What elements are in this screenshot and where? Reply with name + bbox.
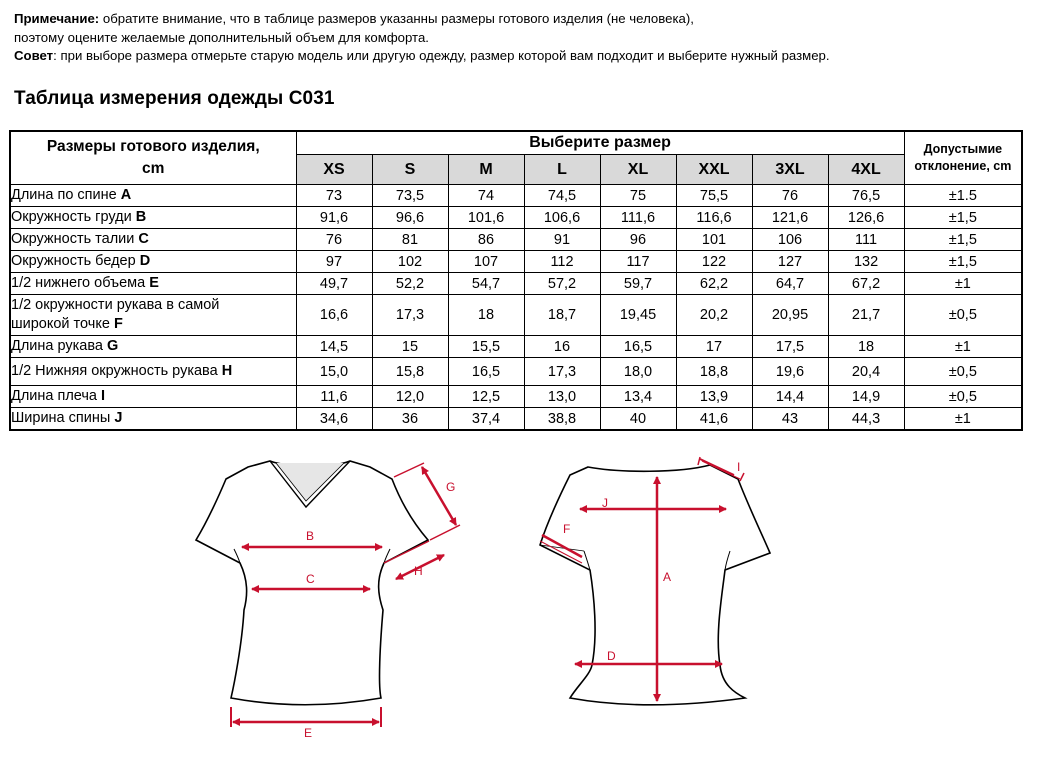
cell-value: 40 [600, 408, 676, 431]
label-f: F [563, 522, 571, 536]
row-label: Окружность бедер D [10, 251, 296, 273]
cell-value: 121,6 [752, 207, 828, 229]
notes-block [14, 10, 830, 66]
row-label: Ширина спины J [10, 408, 296, 431]
measure-letter: J [114, 410, 123, 426]
cell-value: 101,6 [448, 207, 524, 229]
row-label: 1/2 Нижняя окружность рукава H [10, 358, 296, 386]
cell-value: 74,5 [524, 185, 600, 207]
cell-value: 76 [296, 229, 372, 251]
cell-value: 59,7 [600, 273, 676, 295]
table-row [10, 408, 1022, 431]
cell-value: 17,3 [372, 295, 448, 336]
back-shirt-outline [540, 465, 770, 705]
cell-value: 91 [524, 229, 600, 251]
cell-value: 15,8 [372, 358, 448, 386]
table-row [10, 336, 1022, 358]
label-d: D [607, 649, 616, 663]
cell-value: 76 [752, 185, 828, 207]
cell-value: 96,6 [372, 207, 448, 229]
cell-value: 86 [448, 229, 524, 251]
cell-value: 76,5 [828, 185, 904, 207]
measure-letter: A [120, 187, 132, 203]
tolerance-value: ±1,5 [904, 251, 1022, 273]
cell-value: 17,3 [524, 358, 600, 386]
cell-value: 20,95 [752, 295, 828, 336]
table-row [10, 295, 1022, 336]
tolerance-value: ±1,5 [904, 229, 1022, 251]
cell-value: 15 [372, 336, 448, 358]
cell-value: 116,6 [676, 207, 752, 229]
cell-value: 20,2 [676, 295, 752, 336]
tolerance-value: ±1,5 [904, 207, 1022, 229]
table-row [10, 207, 1022, 229]
size-header-xs: XS [296, 155, 372, 185]
cell-value: 17 [676, 336, 752, 358]
cell-value: 111,6 [600, 207, 676, 229]
cell-value: 13,0 [524, 386, 600, 408]
cell-value: 112 [524, 251, 600, 273]
label-c: C [306, 572, 315, 586]
table-row [10, 251, 1022, 273]
front-measure-e [231, 707, 381, 740]
cell-value: 64,7 [752, 273, 828, 295]
note-label: Примечание: [14, 11, 100, 26]
row-label: 1/2 окружности рукава в самой широкой точке F [10, 295, 296, 336]
size-header-3xl: 3XL [752, 155, 828, 185]
cell-value: 97 [296, 251, 372, 273]
cell-value: 18,0 [600, 358, 676, 386]
measure-letter: B [135, 209, 147, 225]
table-row [10, 185, 1022, 207]
label-i: I [737, 460, 741, 474]
cell-value: 44,3 [828, 408, 904, 431]
label-e: E [304, 726, 313, 740]
cell-value: 132 [828, 251, 904, 273]
row-label: Длина рукава G [10, 336, 296, 358]
cell-value: 49,7 [296, 273, 372, 295]
cell-value: 54,7 [448, 273, 524, 295]
cell-value: 111 [828, 229, 904, 251]
row-label: 1/2 нижнего объема E [10, 273, 296, 295]
advice-line: Совет: при выборе размера отмерьте старую модель или другую одежду, размер которой вам подходит и выберите нужный размер. [14, 48, 830, 63]
tolerance-value: ±1 [904, 336, 1022, 358]
tolerance-value: ±0,5 [904, 358, 1022, 386]
cell-value: 12,0 [372, 386, 448, 408]
cell-value: 37,4 [448, 408, 524, 431]
cell-value: 12,5 [448, 386, 524, 408]
cell-value: 106,6 [524, 207, 600, 229]
cell-value: 18,8 [676, 358, 752, 386]
tolerance-value: ±0,5 [904, 295, 1022, 336]
cell-value: 117 [600, 251, 676, 273]
cell-value: 67,2 [828, 273, 904, 295]
cell-value: 18,7 [524, 295, 600, 336]
cell-value: 19,45 [600, 295, 676, 336]
size-header-s: S [372, 155, 448, 185]
cell-value: 34,6 [296, 408, 372, 431]
cell-value: 14,9 [828, 386, 904, 408]
cell-value: 101 [676, 229, 752, 251]
row-label: Окружность груди B [10, 207, 296, 229]
note-line-1: Примечание: обратите внимание, что в таблице размеров указанны размеры готового изделия (не человека), [14, 11, 694, 26]
cell-value: 16 [524, 336, 600, 358]
cell-value: 16,5 [600, 336, 676, 358]
cell-value: 16,5 [448, 358, 524, 386]
measure-letter: G [107, 338, 119, 354]
cell-value: 91,6 [296, 207, 372, 229]
cell-value: 17,5 [752, 336, 828, 358]
table-row [10, 273, 1022, 295]
cell-value: 13,9 [676, 386, 752, 408]
cell-value: 43 [752, 408, 828, 431]
cell-value: 106 [752, 229, 828, 251]
size-header-m: M [448, 155, 524, 185]
size-table [9, 130, 1023, 431]
label-j: J [602, 496, 608, 510]
table-row [10, 386, 1022, 408]
page-title: Таблица измерения одежды C031 [14, 88, 335, 109]
cell-value: 57,2 [524, 273, 600, 295]
note-line-2: поэтому оцените желаемые дополнительный объем для комфорта. [14, 29, 429, 45]
tolerance-value: ±0,5 [904, 386, 1022, 408]
measure-letter: F [113, 316, 123, 332]
label-b: B [306, 529, 315, 543]
cell-value: 38,8 [524, 408, 600, 431]
cell-value: 96 [600, 229, 676, 251]
cell-value: 41,6 [676, 408, 752, 431]
cell-value: 20,4 [828, 358, 904, 386]
cell-value: 75 [600, 185, 676, 207]
garment-diagram [0, 445, 1043, 762]
size-header-xxl: XXL [676, 155, 752, 185]
cell-value: 74 [448, 185, 524, 207]
measure-letter: D [139, 253, 151, 269]
table-row [10, 358, 1022, 386]
cell-value: 36 [372, 408, 448, 431]
cell-value: 52,2 [372, 273, 448, 295]
header-sizes-label: Размеры готового изделия, cm [10, 131, 296, 185]
row-label: Окружность талии C [10, 229, 296, 251]
cell-value: 62,2 [676, 273, 752, 295]
size-header-4xl: 4XL [828, 155, 904, 185]
cell-value: 102 [372, 251, 448, 273]
size-header-xl: XL [600, 155, 676, 185]
cell-value: 18 [828, 336, 904, 358]
cell-value: 13,4 [600, 386, 676, 408]
cell-value: 81 [372, 229, 448, 251]
cell-value: 126,6 [828, 207, 904, 229]
cell-value: 14,5 [296, 336, 372, 358]
tolerance-value: ±1 [904, 273, 1022, 295]
cell-value: 122 [676, 251, 752, 273]
measure-letter: E [149, 275, 159, 291]
cell-value: 127 [752, 251, 828, 273]
cell-value: 16,6 [296, 295, 372, 336]
cell-value: 21,7 [828, 295, 904, 336]
cell-value: 73,5 [372, 185, 448, 207]
cell-value: 11,6 [296, 386, 372, 408]
label-a: A [663, 570, 672, 584]
label-g: G [446, 480, 456, 494]
cell-value: 14,4 [752, 386, 828, 408]
row-label: Длина плеча I [10, 386, 296, 408]
label-h: H [414, 564, 423, 578]
cell-value: 15,0 [296, 358, 372, 386]
advice-label: Совет [14, 48, 54, 63]
measure-letter: I [101, 388, 106, 404]
cell-value: 18 [448, 295, 524, 336]
cell-value: 19,6 [752, 358, 828, 386]
cell-value: 107 [448, 251, 524, 273]
measure-letter: H [221, 363, 233, 379]
header-tolerance: Допустымие отклонение, cm [904, 131, 1022, 185]
row-label: Длина по спине A [10, 185, 296, 207]
table-row [10, 229, 1022, 251]
cell-value: 15,5 [448, 336, 524, 358]
cell-value: 73 [296, 185, 372, 207]
header-choose-size: Выберите размер [296, 131, 904, 155]
tolerance-value: ±1 [904, 408, 1022, 431]
cell-value: 75,5 [676, 185, 752, 207]
measure-letter: C [138, 231, 149, 247]
tolerance-value: ±1.5 [904, 185, 1022, 207]
size-header-l: L [524, 155, 600, 185]
